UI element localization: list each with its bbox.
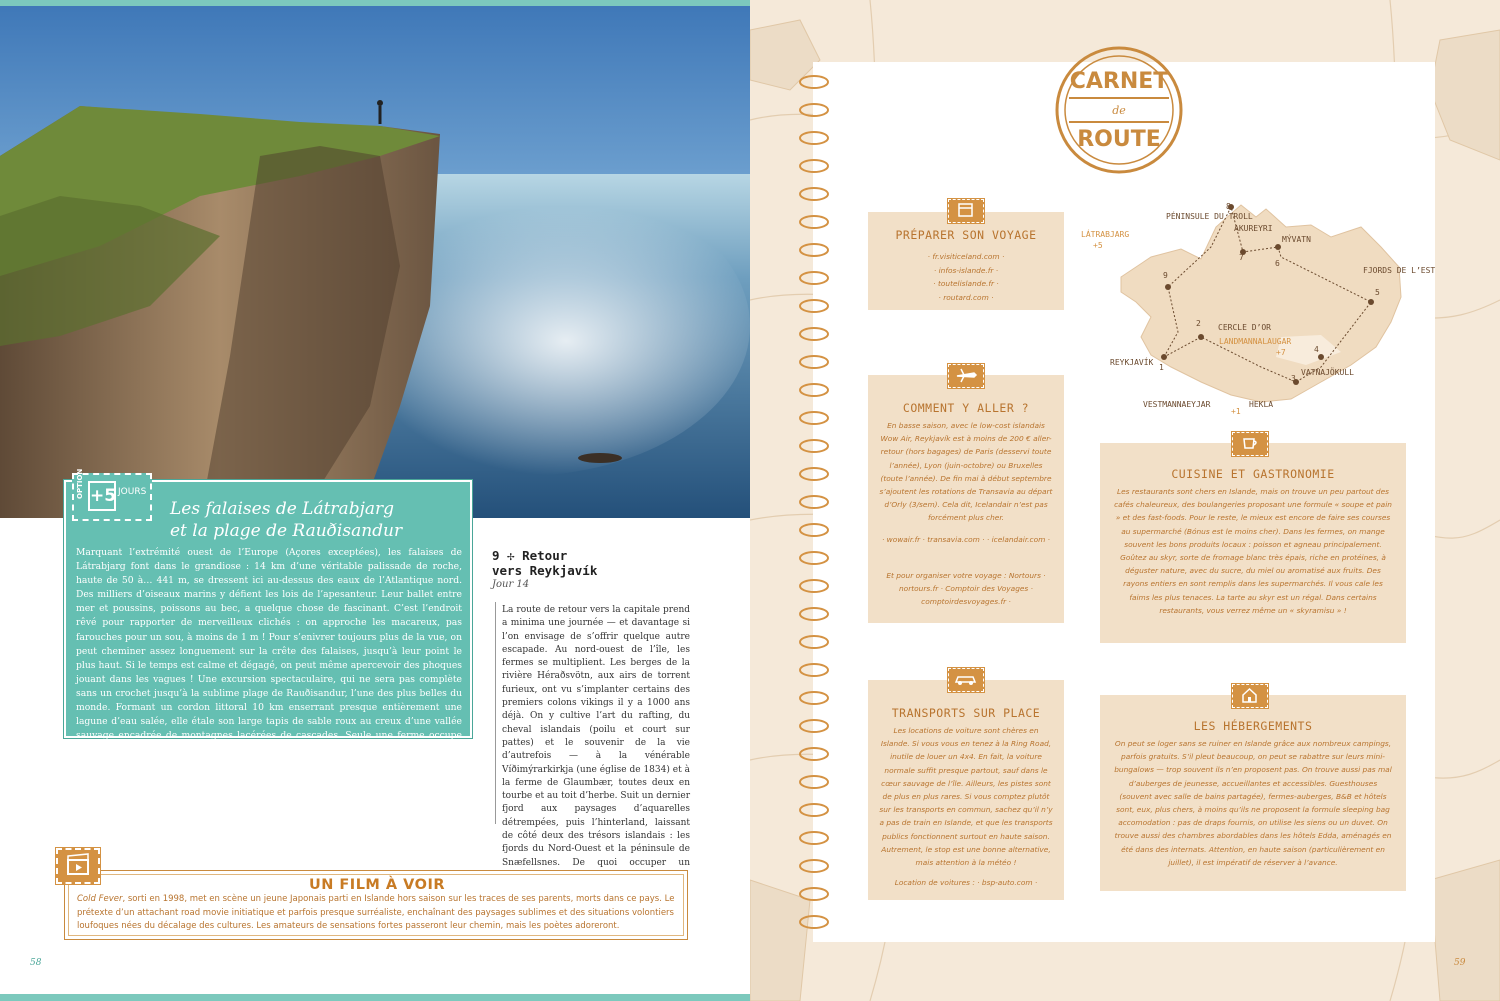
label-latrabjarg-plus: +5 <box>1093 241 1103 250</box>
option-jours-label: JOURS <box>118 487 147 497</box>
retour-subtitle: Jour 14 <box>492 579 530 590</box>
option-label: OPTION <box>76 468 84 499</box>
film-title: UN FILM À VOIR <box>308 877 446 893</box>
retour-title-line1: 9 ✢ Retour <box>492 548 568 563</box>
comment-text: En basse saison, avec le low-cost islandais Wow Air, Reykjavík est à moins de 200 € aller-retour (hors bagages) de Paris (desservi toute l’année), Lyon (juin-octobre) ou Bruxelles (toute l’année). De fin mai à début septembre s’ajoutent les rotations de Transavia au départ d’Orly (3/sem). Cela dit, Icelandair n’est pas forcément plus cher. <box>879 421 1053 523</box>
preparer-links <box>868 250 1064 304</box>
label-vestmann-plus: +1 <box>1231 407 1241 416</box>
notebook-spiral <box>794 72 834 932</box>
route-number-8: 8 <box>1226 202 1231 211</box>
note-cuisine <box>1100 443 1406 643</box>
label-cercle: CERCLE D’OR <box>1218 323 1271 332</box>
label-akureyri: AKUREYRI <box>1234 224 1273 233</box>
plane-icon <box>948 364 984 388</box>
stamp-carnet-text: CARNET <box>1069 69 1169 94</box>
retour-title-line2: vers Reykjavík <box>492 563 598 578</box>
label-vatnajokull: VATNAJÖKULL <box>1301 368 1354 377</box>
right-page <box>750 0 1500 1001</box>
option-stamp <box>72 468 152 521</box>
preparer-title: PRÉPARER SON VOYAGE <box>895 228 1037 242</box>
carnet-de-route-stamp <box>1049 40 1189 180</box>
feature-title-line1: Les falaises de Látrabjarg <box>170 499 394 519</box>
car-icon <box>948 668 984 692</box>
label-hekla: HEKLA <box>1249 400 1274 409</box>
preparer-link-2[interactable]: · infos-islande.fr · <box>933 265 999 275</box>
note-preparer <box>868 212 1064 310</box>
route-number-5: 5 <box>1375 288 1380 297</box>
label-fjords: FJORDS DE L’EST <box>1363 266 1436 275</box>
transports-title: TRANSPORTS SUR PLACE <box>891 706 1041 720</box>
comment-title: COMMENT Y ALLER ? <box>902 401 1030 415</box>
comment-links[interactable]: · wowair.fr · transavia.com · · icelandair.com · <box>881 535 1051 544</box>
transports-footer: Location de voitures : · bsp-auto.com · <box>894 878 1038 887</box>
route-number-7: 7 <box>1239 253 1244 262</box>
hebergements-text: On peut se loger sans se ruiner en Islande grâce aux nombreux campings, parfois gratuits. S’il pleut beaucoup, on peut se rabattre sur leurs mini-bungalows — trop souvent ils n’en proposent pas. On trouve aussi pas mal d’auberges de jeunesse, accueillantes et accessibles. Guesthouses (souvent avec salle de bains partagée), fermes-auberges, B&B et hôtels sont, eux, plus chers, à moins qu’ils ne proposent la formule sleeping bag accomodation : pas de draps fournis, on utilise les siens ou un duvet. On trouve aussi des chambres abordables dans les hôtels Edda, aménagés en été dans des internats. Attention, en haute saison (particulièrement en juillet), il est impératif de réserver à l’avance. <box>1114 739 1392 867</box>
note-hebergements <box>1100 695 1406 891</box>
film-description: , sorti en 1998, met en scène un jeune Japonais parti en Islande hors saison sur les traces de ses parents, morts dans ce pays. Le prétexte d’un attachant road movie initiatique et parfois presque surréaliste, enchaînant des paysages sublimes et des situations volontiers loufoques nées du décalage des cultures. Les amateurs de sensations fortes passeront leur chemin, mais les poètes adoreront. <box>77 894 675 931</box>
option-plus-days: +5 <box>88 481 116 511</box>
cliff-photo <box>0 6 750 518</box>
cuisine-title: CUISINE ET GASTRONOMIE <box>1171 467 1335 481</box>
transports-text: Les locations de voiture sont chères en Islande. Si vous vous en tenez à la Ring Road, inutile de louer un 4x4. En fait, la voiture normale suffit presque partout, sauf dans le cœur sauvage de l’île. Ailleurs, les pistes sont de plus en plus rares. Si vous comptez plutôt sur les transports en commun, sachez qu’il n’y a pas de train en Islande, et que les transports publics fonctionnent surtout en haute saison. Autrement, le stop est une bonne alternative, mais attention à la météo ! <box>879 726 1053 868</box>
preparer-link-1[interactable]: · fr.visiticeland.com · <box>927 252 1005 261</box>
label-vestmann: VESTMANNAEYJAR <box>1143 400 1211 409</box>
retour-divider <box>495 602 496 824</box>
route-number-1: 1 <box>1159 363 1164 372</box>
iceland-shape <box>1081 187 1451 427</box>
coffee-cup-icon <box>1232 432 1268 456</box>
hebergements-title: LES HÉBERGEMENTS <box>1193 719 1313 733</box>
house-icon <box>1232 684 1268 708</box>
label-landmanna: LANDMANNALAUGAR <box>1219 337 1292 346</box>
film-title-italic: Cold Fever <box>77 894 123 904</box>
route-number-6: 6 <box>1275 259 1280 268</box>
feature-title <box>170 498 470 542</box>
film-clapper-icon <box>56 848 100 884</box>
retour-text: La route de retour vers la capitale prend a minima une journée — et davantage si l’on envisage de s’offrir quelque autre escapade. Au nord-ouest de l’île, les fermes se multiplient. Les berges de la rivière Héraðsvötn, aux airs de torrent furieux, ont vu s’implanter certains des premiers colons vikings il y a 1000 ans déjà. On y cultive l’art du rafting, du cheval islandais (poilu et court sur pattes) et le souvenir de la vie d’autrefois — à la vénérable Víðimýrarkirkja (une église de 1834) et à la ferme de Glaumbær, toutes deux en tourbe et au toit d’herbe. Suit un dernier fjord aux paysages d’aquarelles détrempées, puis l’hinterland, laissant de côté deux des trésors islandais : les fjords du Nord-Ouest et la péninsule de Snæfellsnes. De quoi occuper un <box>502 605 690 868</box>
route-number-3: 3 <box>1291 374 1296 383</box>
cuisine-text: Les restaurants sont chers en Islande, mais on trouve un peu partout des cafés chaleureux, des boulangeries proposant une formule « soupe et pain » et des fast-foods. Pour le reste, le mieux est encore de faire ses courses au supermarché (Bónus est le moins cher). Dans les fermes, on mange souvent les bons produits locaux : poisson et agneau principalement. Goûtez au skyr, sorte de fromage blanc très épais, riche en protéines, à déguster nature, avec du sucre, du miel ou aromatisé aux fruits. Des rayons entiers en sont remplis dans les supermarchés. Il vous cale les faims les plus tenaces. La tarte au skyr est un régal. Dans certains restaurants, vous verrez même un « skyramisu » ! <box>1114 487 1392 615</box>
label-landmanna-plus: +7 <box>1276 348 1286 357</box>
feature-text: Marquant l’extrémité ouest de l’Europe (Açores exceptées), les falaises de Látrabjarg font dans le grandiose : 14 km d’une véritable palissade de roche, haute de 50 à… 441 m, se dressent ici au-dessus des eaux de l’Atlantique nord. Des milliers d’oiseaux marins y défient les lois de l’apesanteur. Leur ballet entre mer et poussins, poissons au bec, a quelque chose de fascinant. C’est l’endroit rêvé pour rapporter de merveilleux clichés : on approche les macareux, pas farouches pour un sou, à moins de 1 m ! Pour s’enivrer toujours plus de la vue, on peut cheminer assez longuement sur la crête des falaises, jusqu’à leur point le plus haut. Si le temps est calme et dégagé, on peut même apercevoir des phoques jouant dans les vagues ! Une excursion spectaculaire, qui ne sera pas complète sans un crochet jusqu’à la sublime plage de Rauðisandur, l’une des plus belles du monde. Formant un cordon littoral 10 km enserrant presque entièrement une lagune d’eau salée, elle étale son large tapis de sable roux au creux d’une vallée sauvage encadrée de montagnes lacérées de cascades. Seule une ferme occupe l’espace, dont les moutons traversent à marée basse l’estran immense. Par temps clair, scintille sur l’autre rive du Breiðafjörður le dôme du glacier Snæfellsjökull. <box>76 547 462 770</box>
stamp-route-text: ROUTE <box>1077 127 1161 152</box>
iceland-route-map <box>1081 187 1451 427</box>
calendar-icon <box>948 199 984 223</box>
preparer-link-4[interactable]: · routard.com · <box>938 292 994 302</box>
preparer-link-3[interactable]: · toutelislande.fr · <box>933 279 999 289</box>
page-number-left: 58 <box>30 958 42 968</box>
film-text <box>77 893 677 934</box>
stamp-de-text: de <box>1112 104 1126 117</box>
retour-title <box>492 548 692 578</box>
note-comment <box>868 375 1064 623</box>
label-myvatn: MÝVATN <box>1282 235 1311 244</box>
feature-title-line2: et la plage de Rauðisandur <box>170 521 403 541</box>
label-reykjavik: REYKJAVÍK <box>1110 358 1154 367</box>
note-transports <box>868 680 1064 900</box>
comment-organise: Et pour organiser votre voyage : Nortours · nortours.fr · Comptoir des Voyages · comptoirdesvoyages.fr · <box>886 571 1046 607</box>
page-number-right: 59 <box>1454 958 1466 968</box>
label-peninsule: PÉNINSULE DU TROLL <box>1166 212 1253 221</box>
label-latrabjarg: LÁTRABJARG <box>1081 230 1130 239</box>
bottom-accent-stripe <box>0 994 750 1001</box>
film-box <box>64 870 688 940</box>
route-number-2: 2 <box>1196 319 1201 328</box>
route-number-4: 4 <box>1314 345 1319 354</box>
route-number-9: 9 <box>1163 271 1168 280</box>
